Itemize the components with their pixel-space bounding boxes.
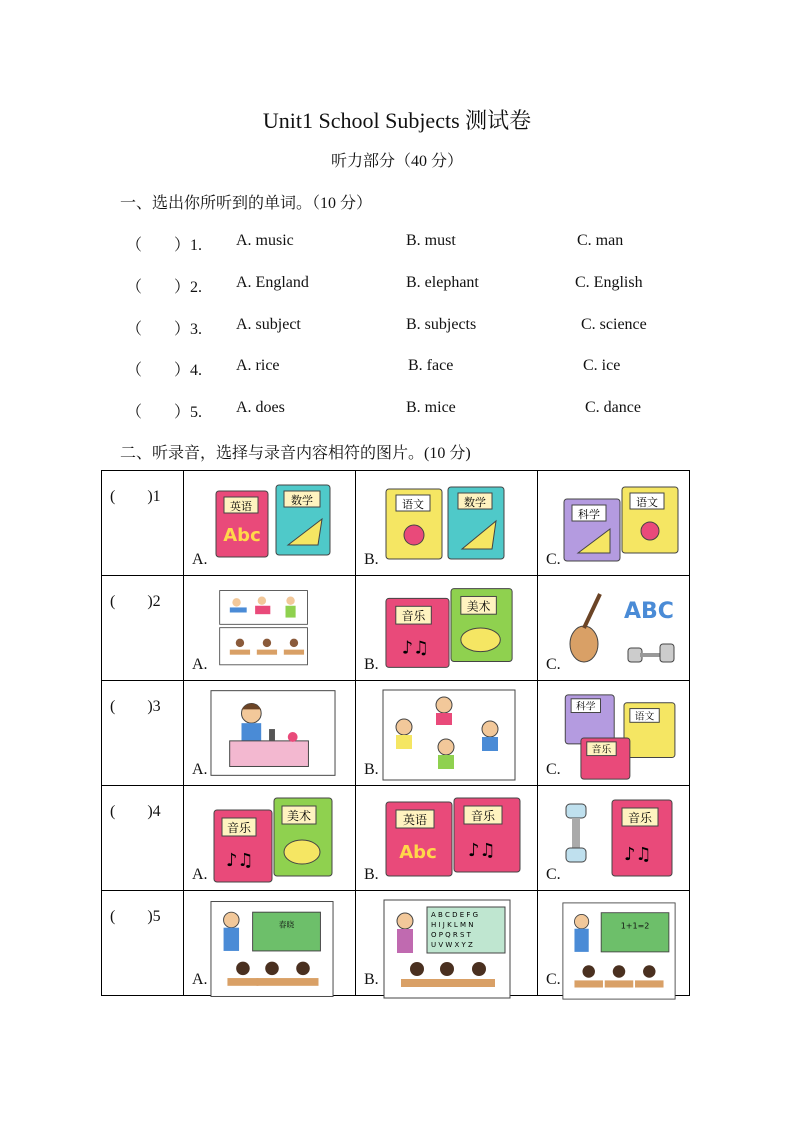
page-title: Unit1 School Subjects 测试卷 xyxy=(262,108,532,133)
board-line: A B C D E F G xyxy=(431,911,479,919)
books-science-chinese-music-icon xyxy=(560,689,688,783)
table-row xyxy=(102,786,690,891)
picture-option-a[interactable] xyxy=(184,891,356,996)
option-label: C. xyxy=(546,551,561,568)
board-text: 春晓 xyxy=(278,920,295,930)
picture-option-c[interactable] xyxy=(538,576,690,681)
chinese-class-icon xyxy=(210,899,334,999)
picture-option-a[interactable] xyxy=(184,576,356,681)
table-row xyxy=(102,891,690,996)
row-number[interactable]: ( )2 xyxy=(102,576,184,681)
picture-option-c[interactable] xyxy=(538,471,690,576)
picture-table xyxy=(101,470,690,996)
answer-bracket[interactable]: （ ）2. xyxy=(126,279,203,296)
table-row xyxy=(102,681,690,786)
option-c: C. science xyxy=(581,316,647,333)
book-label: 数学 xyxy=(464,496,486,509)
picture-option-b[interactable] xyxy=(356,681,538,786)
option-label: C. xyxy=(546,761,561,778)
abc-letters: ABC xyxy=(624,599,674,624)
option-b: B. mice xyxy=(406,399,456,416)
option-a: A. music xyxy=(236,232,294,249)
option-b: B. face xyxy=(408,357,454,374)
book-label: 语文 xyxy=(636,496,658,509)
english-class-icon xyxy=(382,899,512,999)
option-a: A. does xyxy=(236,399,285,416)
book-label: 语文 xyxy=(634,711,655,723)
option-a: A. subject xyxy=(236,316,301,333)
svg-text:♪♫: ♪♫ xyxy=(226,850,254,871)
book-label: 美术 xyxy=(286,809,312,823)
option-a: A. rice xyxy=(236,357,280,374)
book-label: 英语 xyxy=(402,813,428,827)
answer-bracket[interactable]: （ ）3. xyxy=(126,321,203,338)
books-science-chinese-icon xyxy=(560,479,688,567)
books-english-math-icon xyxy=(210,479,338,567)
answer-bracket[interactable]: （ ）4. xyxy=(126,362,203,379)
option-label: A. xyxy=(192,656,208,673)
row-number[interactable]: ( )4 xyxy=(102,786,184,891)
book-label: 科学 xyxy=(576,701,596,713)
question-1 xyxy=(126,232,726,256)
book-label: 英语 xyxy=(230,500,252,513)
answer-bracket[interactable]: （ ）1. xyxy=(126,237,203,254)
section2-heading: 二、听录音，选择与录音内容相符的图片。(10 分) xyxy=(120,445,471,462)
row-number[interactable]: ( )1 xyxy=(102,471,184,576)
option-label: A. xyxy=(192,866,208,883)
section1-heading: 一、选出你所听到的单词。（10 分） xyxy=(120,195,373,212)
option-c: C. ice xyxy=(583,357,621,374)
option-label: C. xyxy=(546,866,561,883)
option-label: C. xyxy=(546,971,561,988)
picture-option-b[interactable] xyxy=(356,576,538,681)
pe-and-class-scene-icon xyxy=(218,580,326,672)
svg-text:♪♫: ♪♫ xyxy=(468,840,496,861)
option-label: B. xyxy=(364,761,379,778)
book-label: 音乐 xyxy=(226,821,252,835)
table-row xyxy=(102,471,690,576)
board-line: H I J K L M N xyxy=(431,921,474,929)
option-b: B. must xyxy=(406,232,456,249)
picture-option-a[interactable] xyxy=(184,681,356,786)
svg-text:♪♫: ♪♫ xyxy=(624,844,652,865)
math-class-icon xyxy=(562,895,676,1007)
question-4 xyxy=(126,357,726,381)
book-label: 美术 xyxy=(466,599,491,614)
board-text: 1+1=2 xyxy=(620,921,650,931)
picture-option-a[interactable] xyxy=(184,471,356,576)
row-number[interactable]: ( )3 xyxy=(102,681,184,786)
picture-option-b[interactable] xyxy=(356,891,538,996)
books-music-art-icon xyxy=(210,794,338,886)
picture-option-b[interactable] xyxy=(356,471,538,576)
option-label: B. xyxy=(364,656,379,673)
question-3 xyxy=(126,316,726,340)
option-c: C. dance xyxy=(585,399,641,416)
question-5 xyxy=(126,399,726,423)
board-line: U V W X Y Z xyxy=(431,941,473,949)
table-row xyxy=(102,576,690,681)
option-label: B. xyxy=(364,971,379,988)
books-music-art-icon xyxy=(382,584,520,672)
option-a: A. England xyxy=(236,274,309,291)
option-label: C. xyxy=(546,656,561,673)
svg-text:Abc: Abc xyxy=(223,525,261,546)
option-label: A. xyxy=(192,761,208,778)
books-english-music-icon xyxy=(382,794,526,882)
option-b: B. subjects xyxy=(406,316,477,333)
violin-abc-dumbbell-icon xyxy=(560,584,688,672)
row-number[interactable]: ( )5 xyxy=(102,891,184,996)
book-label: 音乐 xyxy=(401,609,426,624)
board-line: O P Q R S T xyxy=(431,931,471,939)
option-label: A. xyxy=(192,551,208,568)
option-b: B. elephant xyxy=(406,274,479,291)
picture-option-b[interactable] xyxy=(356,786,538,891)
dumbbell-music-book-icon xyxy=(560,794,688,882)
page-subtitle: 听力部分（40 分） xyxy=(330,153,463,170)
book-label: 音乐 xyxy=(470,809,496,823)
option-label: B. xyxy=(364,551,379,568)
book-label: 科学 xyxy=(578,508,600,521)
book-label: 音乐 xyxy=(627,811,653,825)
books-chinese-math-icon xyxy=(382,479,510,567)
book-label: 数学 xyxy=(291,494,313,507)
option-label: A. xyxy=(192,971,208,988)
option-label: B. xyxy=(364,866,379,883)
svg-text:♪♫: ♪♫ xyxy=(401,638,429,659)
option-c: C. man xyxy=(577,232,624,249)
science-experiment-icon xyxy=(210,689,336,777)
book-label: 音乐 xyxy=(591,744,612,756)
book-label: 语文 xyxy=(402,498,424,511)
picture-option-c[interactable] xyxy=(538,681,690,786)
answer-bracket[interactable]: （ ）5. xyxy=(126,404,203,421)
option-c: C. English xyxy=(575,274,643,291)
picture-option-c[interactable] xyxy=(538,786,690,891)
music-band-children-icon xyxy=(382,689,516,781)
svg-text:Abc: Abc xyxy=(399,842,437,863)
question-2 xyxy=(126,274,726,298)
picture-option-a[interactable] xyxy=(184,786,356,891)
picture-option-c[interactable] xyxy=(538,891,690,996)
